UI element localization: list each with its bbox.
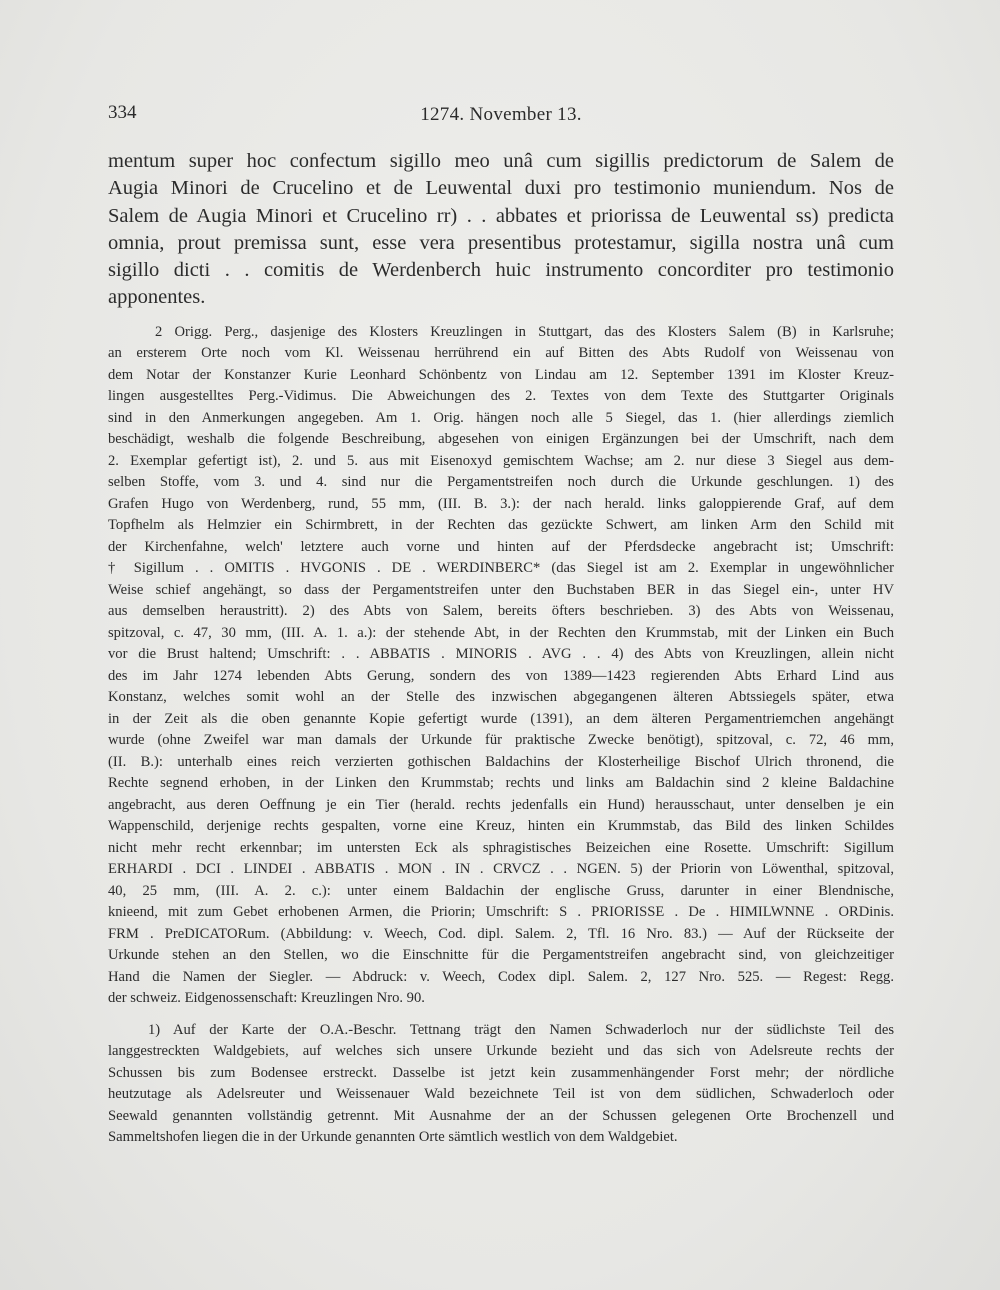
main-text: [108, 148, 894, 312]
main-text-line: mentum super hoc confectum sigillo meo unâ cum sigillis predictorum de Salem de: [108, 150, 894, 172]
notes-line: Topfhelm als Helmzier ein Schirmbrett, in der Rechten das gezückte Schwert, am linken Arm den Schild mit: [108, 517, 894, 534]
notes-line: lingen ausgestelltes Perg.-Vidimus. Die Abweichungen des 2. Textes von dem Texte des Stuttgarter Originals: [108, 388, 894, 405]
notes-line: der Kirchenfahne, welch' letztere auch vorne und hinten auf der Pferdsdecke angebracht ist; Umschrift:: [108, 538, 894, 555]
main-text-line: apponentes.: [108, 286, 206, 309]
notes-line: knieend, mit zum Gebet erhobenen Armen, die Priorin; Umschrift: S . PRIORISSE . De . HIMILWNNE . ORDinis.: [108, 904, 894, 921]
notes-line: spitzoval, c. 47, 30 mm, (III. A. 1. a.): der stehende Abt, in der Rechten den Krummstab, mit der Linken ein Buch: [108, 624, 894, 641]
notes-line: nicht mehr recht erkennbar; im untersten Eck als sphragistisches Beizeichen eine Rosette. Umschrift: Sigillum: [108, 839, 894, 856]
notes-line: an ersterem Orte noch vom Kl. Weissenau herrührend ein auf Bitten des Abts Rudolf von Weissenau von: [108, 345, 894, 362]
notes-line: in der Zeit als die oben genannte Kopie gefertigt wurde (1391), an dem älteren Pergamentriemchen angehängt: [108, 710, 894, 727]
notes-line: aus demselben heraustritt). 2) des Abts von Salem, bereits öfters beschrieben. 3) des Abts von Weissenau,: [108, 603, 894, 620]
page-number: 334: [108, 102, 137, 123]
footnote-line: Schussen bis zum Bodensee erstreckt. Dasselbe ist jetzt kein zusammenhängender Forst mehr; der nördliche: [108, 1064, 894, 1081]
footnote-line: heutzutage als Adelsreuter und Weissenauer Wald bezeichnete Teil ist von dem südlichen, Schwaderloch oder: [108, 1086, 894, 1103]
page-content: [108, 148, 894, 1149]
footnote-line: Seewald genannten vollständig getrennt. Mit Ausnahme der an der Schussen gelegenen Orte Brochenzell und: [108, 1107, 894, 1124]
main-text-line: Augia Minori de Crucelino et de Leuwental duxi pro testimonio muniendum. Nos de: [108, 177, 894, 200]
notes-line: FRM . PreDICATORum. (Abbildung: v. Weech, Cod. dipl. Salem. 2, Tfl. 16 Nro. 83.) — Auf der Rückseite der: [108, 925, 894, 942]
notes-line: Wappenschild, derjenige rechts gespalten, vorne eine Kreuz, hinten ein Krummstab, das Bild des linken Schildes: [108, 818, 894, 835]
notes-line: Grafen Hugo von Werdenberg, rund, 55 mm, (III. B. 3.): der nach herald. links galoppierende Graf, auf dem: [108, 495, 894, 512]
editorial-notes: [108, 322, 894, 1010]
notes-line: 2 Origg. Perg., dasjenige des Klosters Kreuzlingen in Stuttgart, das des Klosters Salem (B) in Karlsruhe;: [155, 323, 894, 340]
notes-line: Rechte segnend erhoben, in der Linken den Krummstab; rechts und links am Baldachin sind 2 kleine Baldachine: [108, 775, 894, 792]
notes-line: beschädigt, weshalb die folgende Beschreibung, abgesehen von einigen Ergänzungen bei der Umschrift, nach dem: [108, 431, 894, 448]
footnote-line: Sammeltshofen liegen die in der Urkunde genannten Orte sämtlich westlich von dem Waldgebiet.: [108, 1129, 678, 1146]
notes-line: vor die Brust haltend; Umschrift: . . ABBATIS . MINORIS . AVG . . 4) des Abts von Kreuzlingen, allein nicht: [108, 646, 894, 663]
footnote-line: langgestreckten Waldgebiets, auf welches sich unsere Urkunde bezieht und das sich von Adelsreute rechts der: [108, 1043, 894, 1060]
notes-line: angebracht, aus deren Oeffnung je ein Tier (herald. rechts jedenfalls ein Hund) herausschaut, unter denselben je ein: [108, 796, 894, 813]
notes-line: dem Notar der Konstanzer Kurie Leonhard Schönbentz von Lindau am 12. September 1391 im Kloster Kreuz-: [108, 366, 894, 383]
notes-line: wurde (ohne Zweifel war man damals der Urkunde für praktische Zwecke benötigt), spitzoval, c. 72, 46 mm,: [108, 732, 894, 749]
notes-line: † Sigillum . . OMITIS . HVGONIS . DE . WERDINBERC* (das Siegel ist am 2. Exemplar in ungewöhnlicher: [108, 560, 894, 577]
notes-line: 40, 25 mm, (III. A. 2. c.): unter einem Baldachin der englische Gruss, darunter in einer Blendnische,: [108, 882, 894, 899]
main-text-line: Salem de Augia Minori et Crucelino rr) . . abbates et priorissa de Leuwental ss) predicta: [108, 204, 894, 227]
notes-line: Weise schief angehängt, so dass der Pergamentstreifen unter den Buchstaben BER in das Siegel ein-, unter HV: [108, 581, 894, 598]
notes-line: sind in den Anmerkungen angegeben. Am 1. Orig. hängen noch alle 5 Siegel, das 1. (hier allerdings ziemlich: [108, 409, 894, 426]
notes-line: (II. B.): unterhalb eines reich verzierten gothischen Baldachins der Klosterheilige Bischof Ulrich thronend, die: [108, 753, 894, 770]
notes-line: des im Jahr 1274 lebenden Abts Gerung, sondern des von 1389—1423 regierenden Abts Erhard Lind aus: [108, 667, 894, 684]
notes-line: Urkunde stehen an den Stellen, wo die Einschnitte für die Pergamentstreifen angebracht sind, von gleichzeitiger: [108, 947, 894, 964]
notes-line: Hand die Namen der Siegler. — Abdruck: v. Weech, Codex dipl. Salem. 2, 127 Nro. 525. — Regest: Regg.: [108, 968, 894, 985]
notes-line: 2. Exemplar gefertigt ist), 2. und 5. aus mit Eisenoxyd gemischtem Wachse; am 2. nur diese 3 Siegel aus dem-: [108, 452, 894, 469]
footnote-line: 1) Auf der Karte der O.A.-Beschr. Tettnang trägt den Namen Schwaderloch nur der südlichste Teil des: [148, 1021, 894, 1038]
page-header: [108, 102, 894, 132]
main-text-line: sigillo dicti . . comitis de Werdenberch huic instrumento concorditer pro testimonio: [108, 259, 894, 282]
notes-line: selben Stoffe, vom 3. und 4. sind nur die Pergamentstreifen noch durch die Urkunde geschlungen. 1) des: [108, 474, 894, 491]
notes-line: Konstanz, welches somit wohl an der Stelle des inzwischen abgegangenen älteren Abtssiegels später, etwa: [108, 689, 894, 706]
footnote: [108, 1020, 894, 1149]
notes-line: ERHARDI . DCI . LINDEI . ABBATIS . MON . IN . CRVCZ . . NGEN. 5) der Priorin von Löwenthal, spitzoval,: [108, 861, 894, 878]
main-text-line: omnia, prout premissa sunt, esse vera presentibus protestamur, sigilla nostra unâ cum: [108, 231, 894, 254]
notes-line: der schweiz. Eidgenossenschaft: Kreuzlingen Nro. 90.: [108, 990, 425, 1007]
running-title: 1274. November 13.: [420, 104, 582, 125]
